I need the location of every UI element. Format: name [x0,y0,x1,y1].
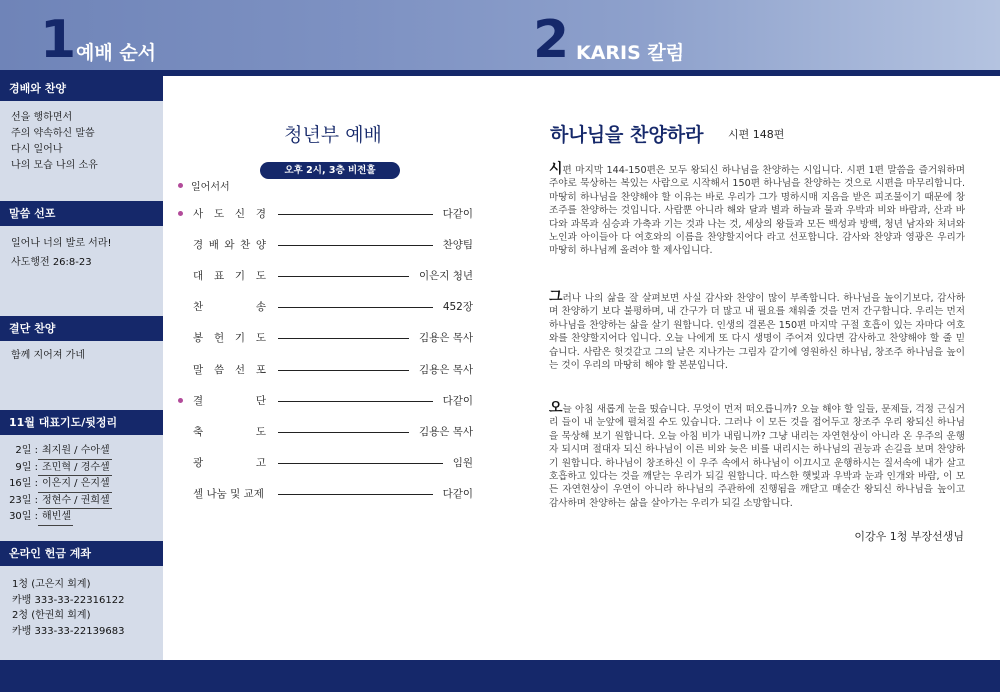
prayer-date: 16일 : [9,478,38,489]
order-item-rule [278,432,409,433]
order-item-rule [278,338,409,339]
service-order-row [178,362,474,378]
order-item-char: 찬 [193,301,204,314]
order-item-rule [278,463,443,464]
prayer-row [8,460,112,477]
order-item-char: 신 [234,208,246,220]
order-item-char: 봉 [193,332,204,345]
section1-title: 예배 순서 [76,42,157,64]
order-item-leader: 찬양팀 [442,239,473,252]
section1-number: 1 [40,10,77,70]
order-item-char: 헌 [213,332,225,345]
order-item-char: 도 [255,270,266,283]
service-order-row [178,393,474,409]
sidebar-closing-title: 결단 찬양 [0,316,163,341]
sidebar-offering-title: 온라인 헌금 계좌 [0,541,163,566]
prayer-names: 조민혁 / 경수셀 [38,460,112,477]
praise-song: 주의 약속하신 말씀 [11,128,95,139]
order-item-name [193,268,266,283]
prayer-date: 9일 : [15,461,38,473]
service-time-badge: 오후 2시, 3층 비전홀 [260,162,400,179]
sidebar-sermon-title: 말씀 선포 [0,201,163,226]
order-item-char: 단 [255,394,266,407]
order-item-leader: 다같이 [442,208,473,220]
order-item-char: 고 [255,456,266,469]
order-item-char: 경 [193,239,204,252]
article-title: 하나님을 찬양하라 [550,124,704,146]
paragraph-text: 러나 나의 삶을 잘 살펴보면 사실 감사와 찬양이 많이 부족합니다. 하나님을 높이기보다, 감사하며 찬양하기 보다 불평하며, 내 간구가 더 많고 내 필요를 채워줄 것을 먼저 간구합니다. 우리는 먼저 하나님을 찬양하는 삶을 살기 원합니다. 인생의 결론은 150편 마지막 구절 호흡이 있는 자마다 여호와를 찬양할지어다 입니다. 오늘 나에게 또 다시 생명이 주어져 있다면 감사하고 찬양해야 할 줄 믿습니다. 사람은 헛것같고 그의 날은 지나가는 그림자 같기에 영원하신 하나님, 창조주 하나님을 높이는 것이 우리의 마땅히 해야 할 본분입니다. [549,293,965,372]
bullet-icon [178,183,183,188]
order-item-leader: 김용은 목사 [418,363,473,376]
order-item-leader: 다같이 [442,394,473,407]
service-order-row [178,424,474,440]
sidebar-prayer-title: 11월 대표기도/뒷정리 [0,410,163,435]
order-item-char: 광 [193,456,204,469]
prayer-date: 30일 : [9,511,38,522]
order-item-char: 도 [255,425,266,438]
order-item-char: 송 [255,301,266,314]
article-author: 이강우 1청 부장선생님 [854,530,964,543]
order-item-rule [278,307,433,308]
order-item-char: 결 [193,394,204,407]
article-paragraph [549,402,965,510]
order-item-char: 말 [193,363,204,376]
sidebar-sermon-list [11,234,112,272]
prayer-row [8,509,112,526]
order-item-name [193,330,266,345]
order-item-leader: 다같이 [442,487,473,500]
order-item-rule [278,401,433,402]
prayer-date: 23일 : [9,494,38,506]
order-item-leader: 김용은 목사 [418,425,473,438]
order-item-char: 도 [255,332,266,345]
order-item-name [193,299,266,314]
service-order-row [178,486,474,502]
prayer-names: 해빈셀 [38,509,73,526]
sidebar-closing-list [11,348,85,364]
order-item-leader: 이은지 청년 [418,270,473,283]
service-title: 청년부 예배 [284,124,382,146]
order-item-name [193,424,266,439]
service-order-row [178,455,474,471]
prayer-names: 최지원 / 수아셀 [38,443,112,460]
rise-instruction [178,178,230,193]
sidebar-offering-list [12,577,124,639]
section2-title: KARIS 칼럼 [576,42,685,64]
drop-initial: 그 [549,289,563,305]
prayer-row [8,476,112,493]
order-item-char: 대 [193,270,204,283]
offering-line: 1청 (고은지 회계) [12,579,91,590]
order-item-leader: 452장 [442,301,473,314]
prayer-names: 정현수 / 권희셀 [38,493,112,510]
service-order-row [178,237,474,253]
order-item-leader: 김용은 목사 [418,332,473,345]
order-item-name [193,455,266,470]
service-order-row [178,330,474,346]
praise-song: 선을 행하면서 [11,112,73,123]
order-item-char: 양 [255,239,266,252]
footer-band [0,660,1000,692]
order-item-char: 축 [193,425,204,438]
offering-line: 카뱅 333-33-22316122 [12,594,125,606]
order-item-leader: 임원 [452,456,473,469]
sermon-scripture: 사도행전 26:8-23 [11,257,92,268]
order-item-rule [278,245,433,246]
paragraph-text: 늘 아침 새롭게 눈을 떴습니다. 무엇이 먼저 떠오릅니까? 오늘 해야 할 일들, 문제들, 걱정 근심거리 들이 내 눈앞에 펼쳐질 수도 있습니다. 그러나 이 모든 것을 접어두고 창조주 우리 왕되신 하나님을 묵상해 보기 원합니다. 오늘 아침 비가 내립니까? 그냥 내리는 자연현상이 아니라 온 우주의 운행자 되시며 절대자 되신 하나님이 이른 비와 늦은 비를 내리시는 하나님의 권능과 손길을 보며 찬양하기 원합니다. 하나님이 창조하신 이 우주 속에서 하나님이 이끄시고 운행하시는 질서속에 내가 살고 호흡하고 있다는 것을 깨닫는 우리가 되길 원합니다. 따스한 햇빛과 우박과 눈과 인개와 바람, 이 모든 자연현상이 우연이 아니라 하나님의 주관하에 진행됨을 깨닫고 매순간 왕되신 하나님을 높이고 감사하며 찬양하는 삶을 살아가는 우리가 되길 소망합니다. [549,404,965,509]
sermon-title: 일어나 너의 발로 서라! [11,238,112,249]
order-item-name [193,393,266,408]
order-item-char: 선 [234,363,246,376]
order-item-char: 사 [193,208,204,220]
prayer-names: 이은지 / 은지셀 [38,476,112,493]
order-item-char: 포 [255,363,266,376]
paragraph-text: 편 마지막 144-150편은 모두 왕되신 하나님을 찬양하는 시입니다. 시편 1편 말씀을 즐거워하며 주야로 묵상하는 복있는 사람으로 시작해서 150편 하나님을 찬양하는 것으로 시편을 마무리합니다. 마땅히 하나님을 찬양해야 할 이유는 바로 우리가 그가 명하시매 지음을 받은 피조물이기 때문에 창조주를 찬양하는 것입니다. 사람뿐 아니라 해와 달과 별과 하늘과 물과 우박과 비와 바람과, 산과 바다와 과목과 심승과 가축과 기는 것과 나는 것, 세상의 왕들과 모든 백성과 방백, 청년 남자와 처녀와 노인과 아이들아 다 여호와의 이름을 찬양할지어다 라고 선포합니다. 감사와 찬양과 영광은 우리가 마땅히 하나님께 올려야 할 제사입니다. [549,165,965,257]
bullet-icon [178,398,183,403]
service-order-row [178,268,474,284]
article-paragraph [549,163,965,258]
article-reference: 시편 148편 [728,128,785,141]
praise-song: 다시 일어나 [11,144,63,155]
article-paragraph [549,291,965,372]
order-item-rule [278,214,433,215]
order-item-char: 기 [234,270,246,283]
drop-initial: 시 [549,161,563,177]
closing-song: 함께 지어져 가네 [11,350,85,361]
rise-label: 일어서서 [191,182,230,193]
order-item-name [193,362,266,377]
order-item-name [193,206,266,221]
service-order-row [178,299,474,315]
order-item-char: 경 [255,208,266,220]
order-item-char: 씀 [213,363,225,376]
offering-line: 2청 (한권희 회계) [12,610,91,621]
order-item-char: 와 [224,239,235,252]
prayer-row [8,493,112,510]
prayer-schedule [8,443,112,526]
order-item-rule [278,494,433,495]
order-item-char: 찬 [240,239,251,252]
order-item-rule [278,370,409,371]
sidebar-praise-list [11,110,98,174]
sidebar-praise-title: 경배와 찬양 [0,76,163,101]
order-item-name [193,237,266,252]
bullet-icon [178,211,183,216]
order-item-rule [278,276,409,277]
offering-line: 카뱅 333-33-22139683 [12,625,125,637]
drop-initial: 오 [549,400,563,416]
prayer-row [8,443,112,460]
praise-song: 나의 모습 나의 소유 [11,160,98,171]
service-order-row [178,206,474,222]
prayer-date: 2일 : [15,445,38,456]
order-item-name [193,486,266,501]
order-item-char: 기 [234,332,246,345]
order-item-char: 배 [208,239,219,252]
order-item-char: 도 [213,208,225,220]
order-item-char: 표 [213,270,225,283]
section2-number: 2 [533,10,570,70]
order-item-char: 셀 나눔 및 교제 [193,487,264,500]
